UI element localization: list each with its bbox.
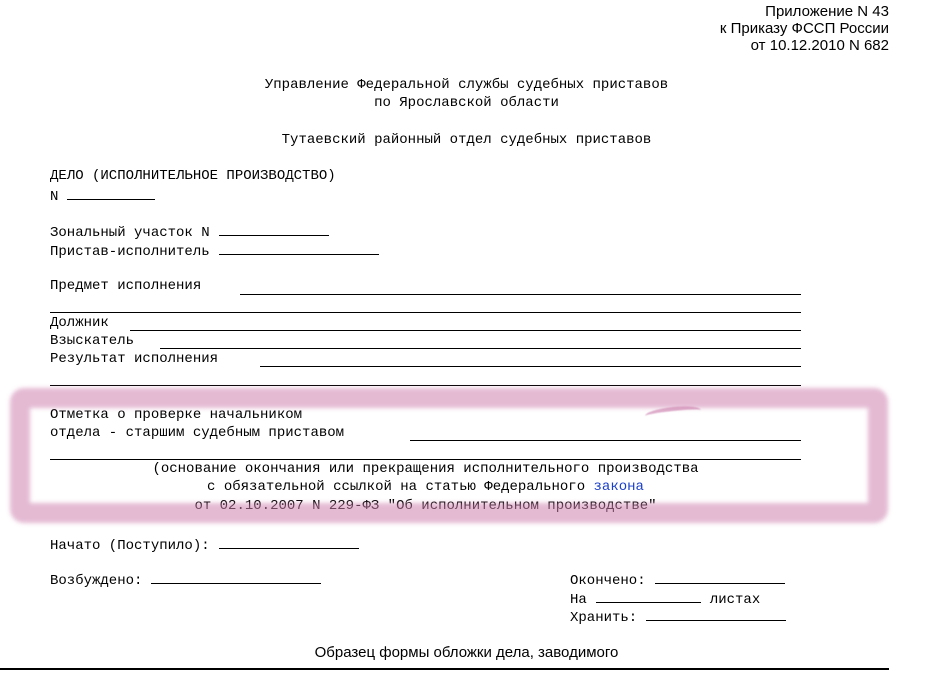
- check-line-2: отдела - старшим судебным приставом: [50, 425, 345, 441]
- basis-line-3: от 02.10.2007 N 229-ФЗ "Об исполнительном производстве": [194, 498, 657, 514]
- zone-blank: [219, 222, 329, 236]
- finished-blank: [655, 570, 785, 584]
- finished-row: [570, 570, 785, 590]
- sheets-row: [570, 589, 760, 609]
- keep-row: [570, 607, 786, 627]
- initiated-blank: [151, 570, 321, 584]
- started-row: [50, 535, 359, 555]
- appendix-line-3: от 10.12.2010 N 682: [750, 37, 889, 54]
- basis-line-2-text: с обязательной ссылкой на статью Федерального: [207, 479, 586, 495]
- zone-label: Зональный участок N: [50, 225, 210, 241]
- bailiff-blank: [219, 241, 379, 255]
- initiated-label: Возбуждено:: [50, 573, 143, 589]
- case-title: ДЕЛО (ИСПОЛНИТЕЛЬНОЕ ПРОИЗВОДСТВО): [50, 168, 336, 184]
- on-label: На: [570, 592, 587, 608]
- result-blank-2: [50, 385, 801, 386]
- sheets-label: листах: [709, 592, 761, 608]
- started-blank: [219, 535, 359, 549]
- bailiff-row: [50, 241, 379, 261]
- bottom-divider: [0, 668, 889, 670]
- subject-blank: [240, 294, 801, 295]
- subject-blank-2: [50, 312, 801, 313]
- department-line-1: Управление Федеральной службы судебных приставов: [264, 77, 669, 93]
- claimant-label: Взыскатель: [50, 333, 135, 349]
- finished-label: Окончено:: [570, 573, 646, 589]
- basis-line-1: (основание окончания или прекращения исполнительного производства: [152, 461, 699, 477]
- district-office: Тутаевский районный отдел судебных приставов: [281, 132, 652, 148]
- zone-row: [50, 222, 329, 242]
- marker-highlight: [10, 388, 888, 523]
- department-line-2: по Ярославской области: [374, 95, 559, 111]
- debtor-blank: [130, 330, 801, 331]
- started-label: Начато (Поступило):: [50, 538, 210, 554]
- result-blank: [260, 366, 801, 367]
- check-line-1: Отметка о проверке начальником: [50, 407, 303, 423]
- result-label: Результат исполнения: [50, 351, 219, 367]
- appendix-block: [720, 3, 889, 54]
- sheets-blank: [596, 589, 701, 603]
- appendix-line-2: к Приказу ФССП России: [719, 20, 889, 37]
- debtor-label: Должник: [50, 315, 109, 331]
- bailiff-label: Пристав-исполнитель: [50, 244, 210, 260]
- initiated-row: [50, 570, 321, 590]
- footer-title: Образец формы обложки дела, заводимого: [314, 644, 619, 661]
- law-link[interactable]: закона: [593, 479, 644, 495]
- claimant-blank: [160, 348, 801, 349]
- case-number-blank: [67, 186, 155, 200]
- keep-label: Хранить:: [570, 610, 638, 626]
- keep-blank: [646, 607, 786, 621]
- subject-label: Предмет исполнения: [50, 278, 202, 294]
- appendix-line-1: Приложение N 43: [765, 3, 889, 20]
- case-number-row: [50, 186, 155, 206]
- case-number-label: N: [50, 189, 59, 205]
